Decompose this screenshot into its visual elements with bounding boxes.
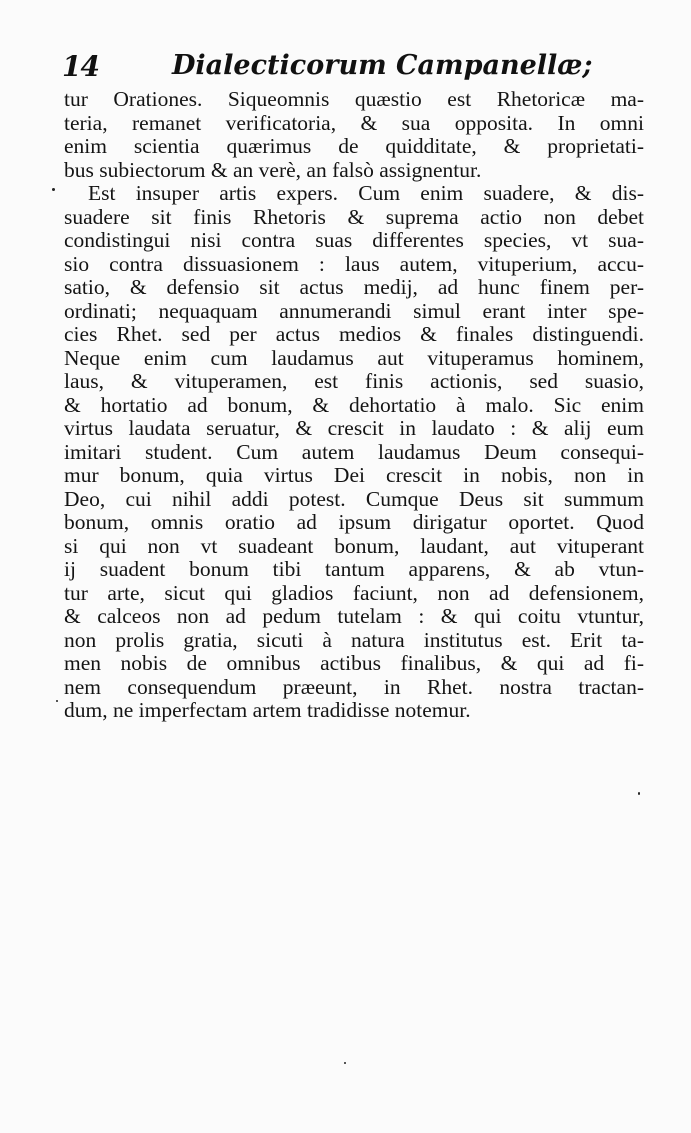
text-line: & calceos non ad pedum tutelam : & qui coitu vtuntur, <box>64 604 644 628</box>
text-line: satio, & defensio sit actus medij, ad hunc finem per- <box>64 275 644 299</box>
paragraph-first-line: Est insuper artis expers. Cum enim suadere, & dis- <box>88 181 644 205</box>
text-line: dum, ne imperfectam artem tradidisse notemur. <box>64 698 471 722</box>
ink-speck <box>56 700 58 702</box>
text-line: ordinati; nequaquam annumerandi simul erant inter spe- <box>64 298 644 323</box>
text-line: suadere sit finis Rhetoris & suprema actio non debet <box>64 204 644 229</box>
running-title: Dialecticorum Campanellæ; <box>172 50 593 81</box>
ink-speck <box>52 188 55 191</box>
text-line: tur arte, sicut qui gladios faciunt, non ad defensionem, <box>64 580 644 605</box>
text-line: bus subiectorum & an verè, an falsò assignentur. <box>64 157 482 182</box>
text-line: ij suadent bonum tibi tantum apparens, & ab vtun- <box>64 557 644 581</box>
page-number: 14 <box>62 50 99 83</box>
text-line: nem consequendum præeunt, in Rhet. nostra tractan- <box>64 674 644 699</box>
text-line: sio contra dissuasionem : laus autem, vituperium, accu- <box>64 251 644 276</box>
text-line: men nobis de omnibus actibus finalibus, & qui ad fi- <box>64 651 644 675</box>
text-line: mur bonum, quia virtus Dei crescit in nobis, non in <box>64 463 644 487</box>
text-line: tur Orationes. Siqueomnis quæstio est Rhetoricæ ma- <box>64 87 644 111</box>
text-line: non prolis gratia, sicuti à natura institutus est. Erit ta- <box>64 627 644 652</box>
text-line: & hortatio ad bonum, & dehortatio à malo. Sic enim <box>64 392 644 417</box>
text-line: teria, remanet verificatoria, & sua opposita. In omni <box>64 110 644 135</box>
text-line: Neque enim cum laudamus aut vituperamus hominem, <box>64 345 644 370</box>
text-line: condistingui nisi contra suas differentes species, vt sua- <box>64 228 644 252</box>
text-line: imitari student. Cum autem laudamus Deum consequi- <box>64 439 644 464</box>
text-line: cies Rhet. sed per actus medios & finales distinguendi. <box>64 322 644 346</box>
text-line: si qui non vt suadeant bonum, laudant, aut vituperant <box>64 533 644 558</box>
text-line: laus, & vituperamen, est finis actionis, sed suasio, <box>64 369 644 393</box>
text-line: enim scientia quærimus de quidditate, & proprietati- <box>64 134 644 158</box>
ink-speck <box>344 1062 346 1064</box>
text-line: bonum, omnis oratio ad ipsum dirigatur oportet. Quod <box>64 510 644 534</box>
text-line: Deo, cui nihil addi potest. Cumque Deus sit summum <box>64 486 644 511</box>
body-text <box>64 88 644 723</box>
text-line: virtus laudata seruatur, & crescit in laudato : & alij eum <box>64 416 644 440</box>
ink-speck <box>638 792 640 795</box>
